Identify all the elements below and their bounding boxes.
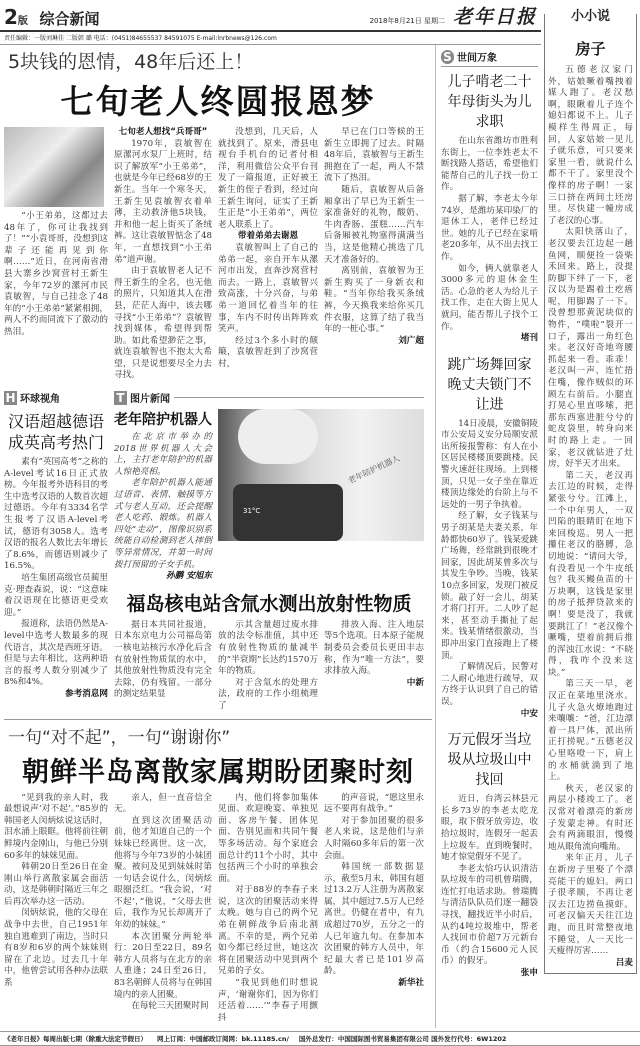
short-story-body — [548, 65, 633, 969]
short-story-section: 小小说 — [559, 5, 623, 24]
world-a2-headline: 跳广场舞回家晚丈夫锁门不让进 — [447, 356, 532, 413]
paragraph: 第二天，老汉再去江边的时候，走得紧张兮兮。江滩上，一个中年男人，一双凹陷的眼睛盯在地下来回梭巡。男人一把攥住老汉的胳膊，急切地说：“请问大爷，有没看见一个牛皮纸包？我买鳗鱼苗的十万块啊，这钱是家里的房子抵押贷款来的啊！要是没了，我就要跳江了！”老汉像个噘嘴，望着前拥后推的浑浊江水说：“不晓得，我咋个没来这块。” — [548, 470, 633, 678]
lead-headline: 七旬老人终圆报恩梦 — [60, 82, 376, 121]
paragraph: 第三天一早，老汉正在菜地里浇水。儿子火急火燎地跑过来嚷嚷：“爸，江边漂着一具尸体，派出所正打捞呢。”五德老汉心里咯噔一下，肩上的水桶就淌到了地上。 — [548, 679, 633, 783]
lead-byline: 刘广超 — [398, 335, 424, 346]
lead-col1 — [4, 211, 108, 339]
world-a2-body — [441, 419, 538, 720]
world-a3-body — [441, 794, 538, 980]
paragraph: 没想到，几天后，人就找到了。原来，滑县电视台手机台的记者付相洋，利用微信公众平台刊发了一篇报道，正好被王新生的侄子看到，经过向王新生询问，证实了王新生正是“小王弟弟”，两位老人联系上了。 — [218, 127, 318, 230]
world-a1-body — [441, 136, 538, 345]
lead-col3-text-b — [218, 243, 318, 371]
korea-col1 — [4, 793, 108, 1025]
section-photo-news — [114, 390, 170, 405]
section-label: 图片新闻 — [130, 394, 170, 406]
footer-subscription[interactable]: 网上订阅：中国邮政订阅网：bk.11185.cn/ — [157, 1035, 289, 1044]
paragraph: 韩国统一部数据显示，截至5月末，韩国有超过13.2万人注册为离散家属，其中超过7.5万人已经离世。仍健在者中，有九成超过70岁，五分之一的人已年逾九旬。在参加本次团聚的韩方人员中，年纪最大者已是101岁高龄。 — [324, 862, 424, 977]
global-text — [4, 457, 108, 689]
world-a3-text — [441, 794, 538, 968]
robot-photo — [218, 409, 424, 541]
robot-byline: 孙鹏 安旭东 — [166, 571, 212, 582]
paragraph: 袁敏智叫上了自己的弟弟一起，亲自开车从漯河市出发，直奔沙窝营村而去。一路上，袁敏智兴致高涨，十分兴奋，与弟弟一道回忆着当年的往事，车内不时传出阵阵欢笑声。 — [218, 242, 318, 335]
fukushima-text — [324, 620, 424, 678]
lead-col4 — [324, 127, 424, 382]
global-headline: 汉语超越德语成英高考热门 — [8, 412, 105, 453]
world-a3-headline: 万元假牙当垃圾从垃圾山中找回 — [447, 732, 532, 789]
paragraph: 经过3个多小时的颠簸，袁敏智赶到了沙窝营村， — [218, 335, 318, 369]
paragraph: 李老太恰巧认识清洁队垃圾车的司机曾瑞腾，连忙打电话求助。曾瑞腾与清洁队队员们逐一翻袋寻找，翻找近半小时后，从约4吨垃圾堆中，帮老人找回市价超7万元新台币（约合15600元人民币）的假牙。 — [441, 863, 538, 967]
fukushima-story — [114, 620, 424, 713]
paragraph: “见到我的亲人时，我最想说声‘对不起’。”85岁的韩国老人闵炳炫说这话时，泪水涌上眼眶。他将前往朝鲜境内金刚山，与他已分别60多年的妹妹见面。 — [4, 792, 108, 861]
paragraph: 直到这次团聚活动前，他才知道自己的一个妹妹已经离世。这一次，他将与今年73岁的小妹团聚。被问及见到妹妹时第一句话会说什么，闵炳炫眼圈泛红。“我会说，‘对不起’，”他说，“父母去世后，我作为兄长却离开了年幼的妹妹。” — [114, 815, 212, 931]
section-s-icon: S — [441, 50, 454, 64]
paragraph: 本次团聚分两轮举行：20日至22日，89名韩方人员将与在北方的亲人重逢；24日至26日，83名朝鲜人员将与在韩国境内的亲人团聚。 — [114, 931, 212, 1000]
paragraph: 在北京市举办的2018世界机器人大会上，主打老年陪护的机器人惊艳亮相。 — [114, 432, 212, 477]
paragraph: 内，他们将参加集体见面、欢迎晚宴、单独见面、客房午餐、团体见面、告别见面和共同午餐等多场活动。每个家庭会面总计约11个小时，其中包括两三个小时的单独会面。 — [218, 792, 318, 884]
short-story-byline: 吕麦 — [615, 957, 633, 968]
paragraph: 韩朝20日至26日在金刚山举行离散家属会面活动，这是韩朝时隔近三年之后再次举办这一活动。 — [4, 862, 108, 907]
korea-text — [324, 793, 424, 979]
newspaper-logo: 老年日报 — [452, 6, 537, 28]
fukushima-col3 — [324, 620, 424, 713]
world-a2-text — [441, 419, 538, 709]
paragraph: 闵炳炫说，他的父母在战争中去世，自己1951年独自逃难到了南边，当时只有8岁和6岁的两个妹妹则留在了北边。过去几十年中，他曾尝试用各种办法联系 — [4, 908, 108, 989]
lead-subhead-1: 七旬老人想找“兵哥哥” — [118, 127, 208, 137]
paragraph: “小王弟弟，这都过去48年了，你可让我找到了！”“小袁哥哥，没想到这辈子还能再见到你啊……”近日，在河南省滑县大寨乡沙窝营村王新生家，今年72岁的漯河市民袁敏智，与自己挂念了48年的“小王弟弟”紧紧相拥，两人不约而同流下了激动的热泪。 — [4, 211, 108, 337]
world-a1-byline: 堵刊 — [520, 333, 538, 344]
korea-kicker: 一句“对不起”，一句“谢谢你” — [8, 727, 231, 748]
editor-credits: 责任编辑：一版刘琳佳 二版韩 璐 电话：(0451)84655537 84591075 E-mail:lnrbnews@126.com — [0, 32, 541, 45]
paragraph: 14日凌晨，安徽铜陵市公安局义安分局顺安派出所接报警称：有人在小区居民楼楼顶要跳楼。民警火速赶往现场。上到楼顶，只见一女子坐在靠近楼顶边缘处的台阶上与不远处的一男子争执着。 — [441, 418, 538, 510]
paragraph: “我见到他们时想说声，‘谢谢你们，因为你们还活着……’”李春子用颤抖 — [218, 978, 318, 1023]
global-byline: 参考消息网 — [65, 688, 108, 699]
korea-section — [4, 719, 432, 1025]
footer — [0, 1031, 640, 1046]
lead-col2-text — [114, 139, 212, 382]
paragraph: 对于参加团聚的很多老人来说，这是他们与亲人时隔60多年后的第一次会面。 — [324, 815, 424, 861]
section-label: 环球视角 — [20, 394, 60, 406]
page-header — [0, 0, 541, 32]
robot-headline: 老年陪护机器人 — [114, 412, 212, 429]
paragraph: 素有“英国高考”之称的A-level考试16日正式放榜。今年报考外语科目的考生中选考汉语的人数首次超过德语。今年有3334名学生报考了汉语A-level考试，德语有3058人。选考汉语的报名人数比去年增长了8.6%，而德语则减少了16.5%。 — [4, 457, 108, 572]
section-t-icon: T — [114, 391, 127, 405]
paragraph: 如今，俩人就靠老人3000多元的退休金生活。心急的老人为给儿子找工作，走在大街上见人就问，能否帮儿子找个工作。 — [441, 263, 538, 332]
section-global — [4, 390, 108, 405]
lead-col3-text-a — [218, 127, 318, 231]
paragraph: 经了解，女子钱某与男子胡某是夫妻关系，年龄都快60岁了。钱某爱跳广场舞，经常跳到很晚才回家，因此胡某曾多次与其发生争吵。当晚，钱某10点多回家，发现门被反锁。敲了好一会儿，胡某才将门打开。二人吵了起来，甚至动手撕扯了起来。钱某情绪很激动，当即冲出家门直接跑上了楼顶。 — [441, 511, 538, 661]
fukushima-headline: 福岛核电站含氚水测出放射性物质 — [126, 592, 412, 615]
robot-text — [114, 432, 212, 571]
paragraph: 来年正月，儿子在新房子里娶了个漂亮能干的媳妇。两口子很孝顺，不再让老汉去江边捞鱼摸虾。可老汉偏天天往江边跑，而且时常整夜地不睡觉，人一天比一天瘦得厉害…… — [548, 853, 633, 957]
robot-screen-temp: 31°C — [243, 507, 261, 516]
paragraph: 太阳快落山了，老汉要去江边起一趟鱼网，顺便捡一袋柴禾回来。路上，没提防脚下绊了一下，老汉以为是踢着土疙瘩呢，用脚踢了一下。没曾想那黄泥块似的物件，“噗啦”裂开一口子，露出一角红色来。老汉好奇地弯腰抓起来一看。乖乖！老汉叫一声，连忙捂住嘴，像作贼似的环顾左右前后。小腿直打晃心里直哆嗦，把那东西塞进脏兮兮的蛇皮袋里，转身向来时的路上走。一回家，老汉就钻进了灶房，好半天才出来。 — [548, 227, 633, 470]
paragraph: 示其含量超过废水排放的法令标准值，其中还有放射性物质的量减半的“半衰期”长达约1570万年的物质。 — [218, 619, 318, 677]
lead-col3 — [218, 127, 318, 382]
lead-subhead-2: 带着弟弟去谢恩 — [237, 231, 299, 242]
fukushima-byline: 中新 — [406, 677, 424, 688]
lead-kicker: 5块钱的恩情，48年后还上！ — [8, 51, 254, 73]
world-a1-text — [441, 136, 538, 333]
section-title: 综合新闻 — [39, 10, 100, 28]
paragraph: 由于袁敏智老人记不得王新生的全名，也无他的照片，只知道其人在滑县，茫茫人海中，该去哪寻找“小王弟弟”？袁敏智找到媒体，希望得到帮助。如此希望渺茫之事，就连袁敏智也不抱太大希望，只是说想要尽全力去寻找。 — [114, 266, 212, 381]
paragraph: 在山东省潍坊市胜利东街上，一位李姓老太不断找路人搭话，希望他们能帮自己的儿子找一份工作。 — [441, 136, 538, 193]
global-body — [4, 457, 108, 700]
page-number: 2 — [4, 5, 18, 29]
short-story-box — [544, 9, 637, 974]
korea-col3 — [218, 793, 318, 1025]
korea-byline: 新华社 — [398, 978, 424, 989]
short-story-title: 房子 — [575, 40, 606, 58]
korea-headline: 朝鲜半岛离散家属期盼团聚时刻 — [22, 756, 414, 788]
robot-sign: 老年陪护机器人 — [346, 453, 402, 486]
short-story-text — [548, 65, 633, 958]
section-world — [441, 49, 538, 67]
lead-col2 — [114, 127, 212, 382]
robot-body — [114, 432, 212, 583]
paragraph: 报道称，法语仍然是A-level中选考人数最多的现代语言，其次是西班牙语。但是与去年相比，这两种语言的报考人数分别减少了8%和4%。 — [4, 619, 108, 688]
paragraph: 据了解，李老太今年74岁，是潍坊某印染厂的退休工人，老伴已经过世。她的儿子已经在家啃老20多年，从不出去找工作。 — [441, 193, 538, 262]
paragraph: 培生集团高级官员蔺里克·理查森说，说：“这意味着汉语现在比德语更受欢迎。” — [4, 573, 108, 618]
page-suffix: 版 — [17, 16, 28, 27]
korea-col4 — [324, 793, 424, 1025]
fukushima-col2 — [218, 620, 318, 713]
lead-photo — [4, 127, 104, 207]
korea-col2 — [114, 793, 212, 1025]
world-a3-byline: 张申 — [520, 968, 538, 979]
paragraph: 在每轮三天团聚时间 — [131, 1001, 209, 1012]
paragraph: 离别前，袁敏智为王新生购买了一身新衣和鞋。“当年你给我买条绒裤，今天换我来给你买几件衣服，这算了结了我当年的一桩心事。” — [324, 266, 424, 335]
world-a2-byline: 中安 — [520, 708, 538, 719]
world-column — [435, 45, 541, 1028]
section-label: 世间万象 — [457, 53, 497, 64]
paragraph: 排放入海、注入地层等5个选项。日本原子能规制委员会委员长更田丰志称，作为“唯一方法”，要求排放入海。 — [324, 619, 424, 677]
paragraph: 亲人，但一直音信全无。 — [114, 792, 212, 815]
fukushima-col1 — [114, 620, 212, 713]
global-section — [4, 390, 108, 712]
issue-date: 2018年8月21日 星期二 — [369, 17, 445, 25]
photo-news-section — [114, 390, 424, 712]
lead-col4-text — [324, 127, 424, 336]
world-a1-headline: 儿子啃老二十年母街头为儿求职 — [447, 74, 532, 130]
paragraph: 据日本共同社报道，日本东京电力公司福岛第一核电站核污水净化后含有放射性物质氚的水中，其他放射性物质没有完全去除，仍有残留。一部分的测定结果显 — [114, 619, 212, 700]
footer-distribution: 国外总发行：中国国际图书贸易集团有限公司 国外发行代号：6W1202 — [298, 1035, 507, 1044]
paragraph: 了解情况后，民警对二人耐心地进行疏导，双方终于认识到了自己的错误。 — [441, 662, 538, 707]
paragraph: 对于88岁的李春子来说，这次的团聚活动来得太晚。她与自己的两个兄弟在朝鲜战争后南北割离。不幸的是，两个兄弟如今都已经过世，她这次将在团聚活动中见到两个兄弟的子女。 — [218, 885, 318, 977]
paragraph: 1970年，袁敏智在原漯河水泵厂上班时，结识了解放军“小王弟弟”，也就是今年已经68岁的王新生。当年一个寒冬天，王新生见袁敏智衣着单薄，主动救济他5块钱，并和他一起上街买了条绒裤。这让袁敏智惦念了48年，一直想找到“小王弟弟”道声谢。 — [114, 138, 212, 265]
paragraph: 五德老汉家门外，姑娘噘着嘴拽着媒人跑了。老汉愁啊，眼瞅着儿子连个媳妇都说不上。儿子模样生得周正，每回，人家姑娘一见儿子就乐意，可只要来家里一看，就说什么都不干了。家里没个像样的房子啊！一家三口挤在两间土坯房里。尽快建一幢房成了老汉的心事。 — [548, 65, 633, 226]
paragraph: 秋天，老汉家的两层小楼竣工了。老汉常对着漂亮的新房子发蒙走神。有时还会有两滴眼泪，慢慢地从眼角流向嘴角。 — [548, 783, 633, 852]
section-h-icon: H — [5, 390, 16, 405]
paragraph: 老年陪护机器人能通过语音、表情、触摸等方式与老人互动，还会提醒老人吃药、锻炼。机器人四处“走动”，图像识别系统能自动检测到老人摔倒等异常情况，并第一时间拨打预留的子女手机。 — [114, 478, 212, 570]
paragraph: 近日，台湾云林县元长乡73岁的李老太吃龙眼，取下假牙放旁边，收拾垃圾时，连假牙一起丢上垃圾车。直到晚餐时，她才惊觉假牙不见了。 — [441, 794, 538, 863]
paragraph: 的声音说，“愿这里永远不要再有战争。” — [324, 792, 424, 815]
footer-publication: 《老年日报》每周出版七期（除重大法定节假日） — [4, 1035, 147, 1044]
paragraph: 随后，袁敏智从后备厢拿出了早已为王新生一家准备好的礼物，酸奶、牛肉香肠、蛋糕……汽车后备厢被礼物塞得满满当当，这是他精心挑选了几天才准备好的。 — [324, 184, 424, 265]
paragraph: 对于含氚水的处理方法，政府的工作小组梳理了 — [218, 677, 318, 711]
lead-story — [4, 127, 432, 382]
paragraph: 早已在门口等候的王新生立即拥了过去。时隔48年后，袁敏智与王新生拥抱在了一起，两人不禁流下了热泪。 — [324, 127, 424, 184]
